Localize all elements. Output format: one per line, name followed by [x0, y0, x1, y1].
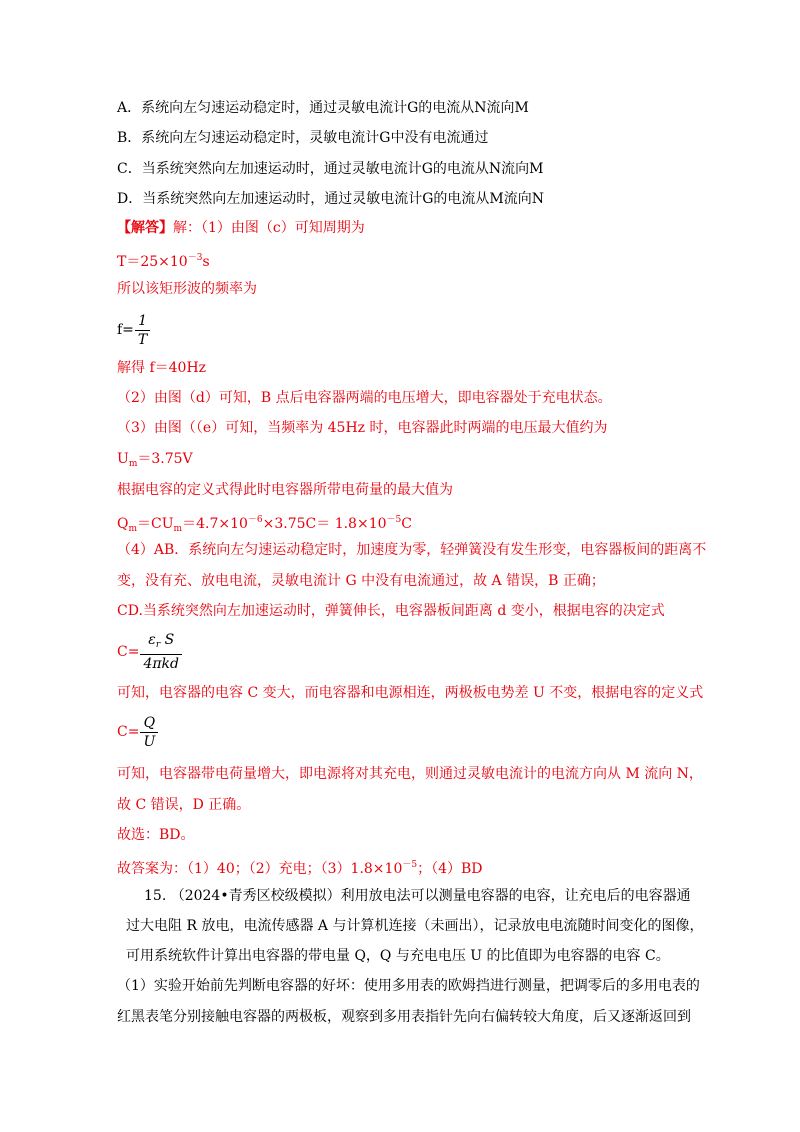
um-sub: m	[128, 459, 138, 469]
c1-lhs: C=	[117, 644, 140, 660]
answer-heading	[117, 218, 365, 238]
frequency-result: 解得 f＝40Hz	[117, 360, 207, 376]
qm-c: ＝4.7×10	[182, 516, 248, 532]
part4d: 可知，电容器的电容 C 变大，而电容器和电源相连，两极板电势差 U 不变，根据电容的定义式	[117, 685, 704, 701]
f-numerator: 1	[138, 312, 148, 329]
frequency-intro: 所以该矩形波的频率为	[117, 281, 257, 297]
q15-line2: 过大电阻 R 放电，电流传感器 A 与计算机连接（未画出），记录放电电流随时间变化的图像，	[126, 918, 704, 934]
answer-intro: 解：（1）由图（c）可知周期为	[173, 220, 365, 236]
c2-fraction	[140, 714, 158, 751]
q15-line5: 红黑表笔分别接触电容器的两极板，观察到多用表指针先向右偏转较大角度，后又逐渐返回到	[117, 1009, 691, 1025]
capacitance-formula-1	[117, 631, 182, 673]
option-d: D．当系统突然向左加速运动时，通过灵敏电流计G的电流从M流向N	[117, 191, 544, 207]
qm-exp1: －6	[247, 515, 263, 525]
c1-num-a: ε	[148, 632, 156, 648]
c1-denominator: 4πkd	[140, 654, 182, 673]
qm-a: Q	[117, 516, 129, 532]
q15-line3: 可用系统软件计算出电容器的带电量 Q，Q 与充电电压 U 的比值即为电容器的电容 C。	[126, 948, 670, 964]
option-a: A．系统向左匀速运动稳定时，通过灵敏电流计G的电流从N流向M	[117, 100, 529, 116]
period-exp: －3	[187, 253, 203, 263]
qm-line	[117, 510, 412, 539]
q15-line1: 15. （2024•青秀区校级模拟）利用放电法可以测量电容器的电容，让充电后的电容器通	[144, 888, 691, 904]
c1-fraction	[140, 631, 182, 673]
um-line	[117, 449, 193, 474]
part4a: （4）AB．系统向左匀速运动稳定时，加速度为零，轻弹簧没有发生形变，电容器板间的距离不	[117, 542, 707, 558]
part4e: 可知，电容器带电荷量增大，即电源将对其充电，则通过灵敏电流计的电流方向从 M 流向 N，	[117, 766, 703, 782]
c1-numerator	[140, 631, 182, 654]
qm-sub2: m	[173, 524, 183, 534]
part2: （2）由图（d）可知，B 点后电容器两端的电压增大，即电容器处于充电状态。	[117, 390, 612, 406]
f-lhs: f=	[117, 322, 134, 338]
q15-line4: （1）实验开始前先判断电容器的好坏：使用多用表的欧姆挡进行测量，把调零后的多用电表的	[117, 978, 700, 994]
part4c: CD.当系统突然向左加速运动时，弹簧伸长，电容器板间距离 d 变小，根据电容的决定式	[117, 603, 665, 619]
c2-lhs: C=	[117, 724, 140, 740]
answer-label: 【解答】	[117, 220, 173, 236]
final-b: ；（4）BD	[417, 861, 483, 877]
period-text: T＝25×10	[117, 254, 188, 270]
choice: 故选：BD。	[117, 827, 195, 843]
qm-d: ×3.75C＝ 1.8×10	[262, 516, 387, 532]
qm-sub1: m	[128, 524, 138, 534]
f-fraction	[135, 312, 150, 349]
capacitance-formula-2	[117, 713, 158, 751]
part4f: 故 C 错误，D 正确。	[117, 797, 251, 813]
period-unit: s	[202, 254, 210, 270]
frequency-formula	[117, 311, 150, 349]
um-a: U	[117, 451, 129, 467]
option-c: C．当系统突然向左加速运动时，通过灵敏电流计G的电流从N流向M	[117, 161, 544, 177]
part4b: 变，没有充、放电电流，灵敏电流计 G 中没有电流通过，故 A 错误，B 正确；	[117, 573, 605, 589]
part3b: 根据电容的定义式得此时电容器所带电荷量的最大值为	[117, 482, 453, 498]
c2-denominator: U	[140, 732, 158, 751]
final-exp: －5	[402, 860, 418, 870]
qm-b: ＝CU	[137, 516, 174, 532]
final-a: 故答案为：（1）40；（2）充电；（3）1.8×10	[117, 861, 403, 877]
f-denominator: T	[135, 330, 150, 349]
c1-num-sub: r	[155, 640, 161, 650]
qm-exp2: －5	[386, 515, 402, 525]
part3: （3）由图（（e）可知，当频率为 45Hz 时，电容器此时两端的电压最大值约为	[117, 420, 608, 436]
period-line	[117, 248, 210, 272]
c1-num-b: S	[164, 632, 175, 648]
c2-numerator: Q	[143, 714, 156, 731]
qm-e: C	[401, 516, 412, 532]
um-b: ＝3.75V	[137, 451, 193, 467]
option-b: B．系统向左匀速运动稳定时，灵敏电流计G中没有电流通过	[117, 130, 489, 146]
final-answer	[117, 855, 483, 879]
